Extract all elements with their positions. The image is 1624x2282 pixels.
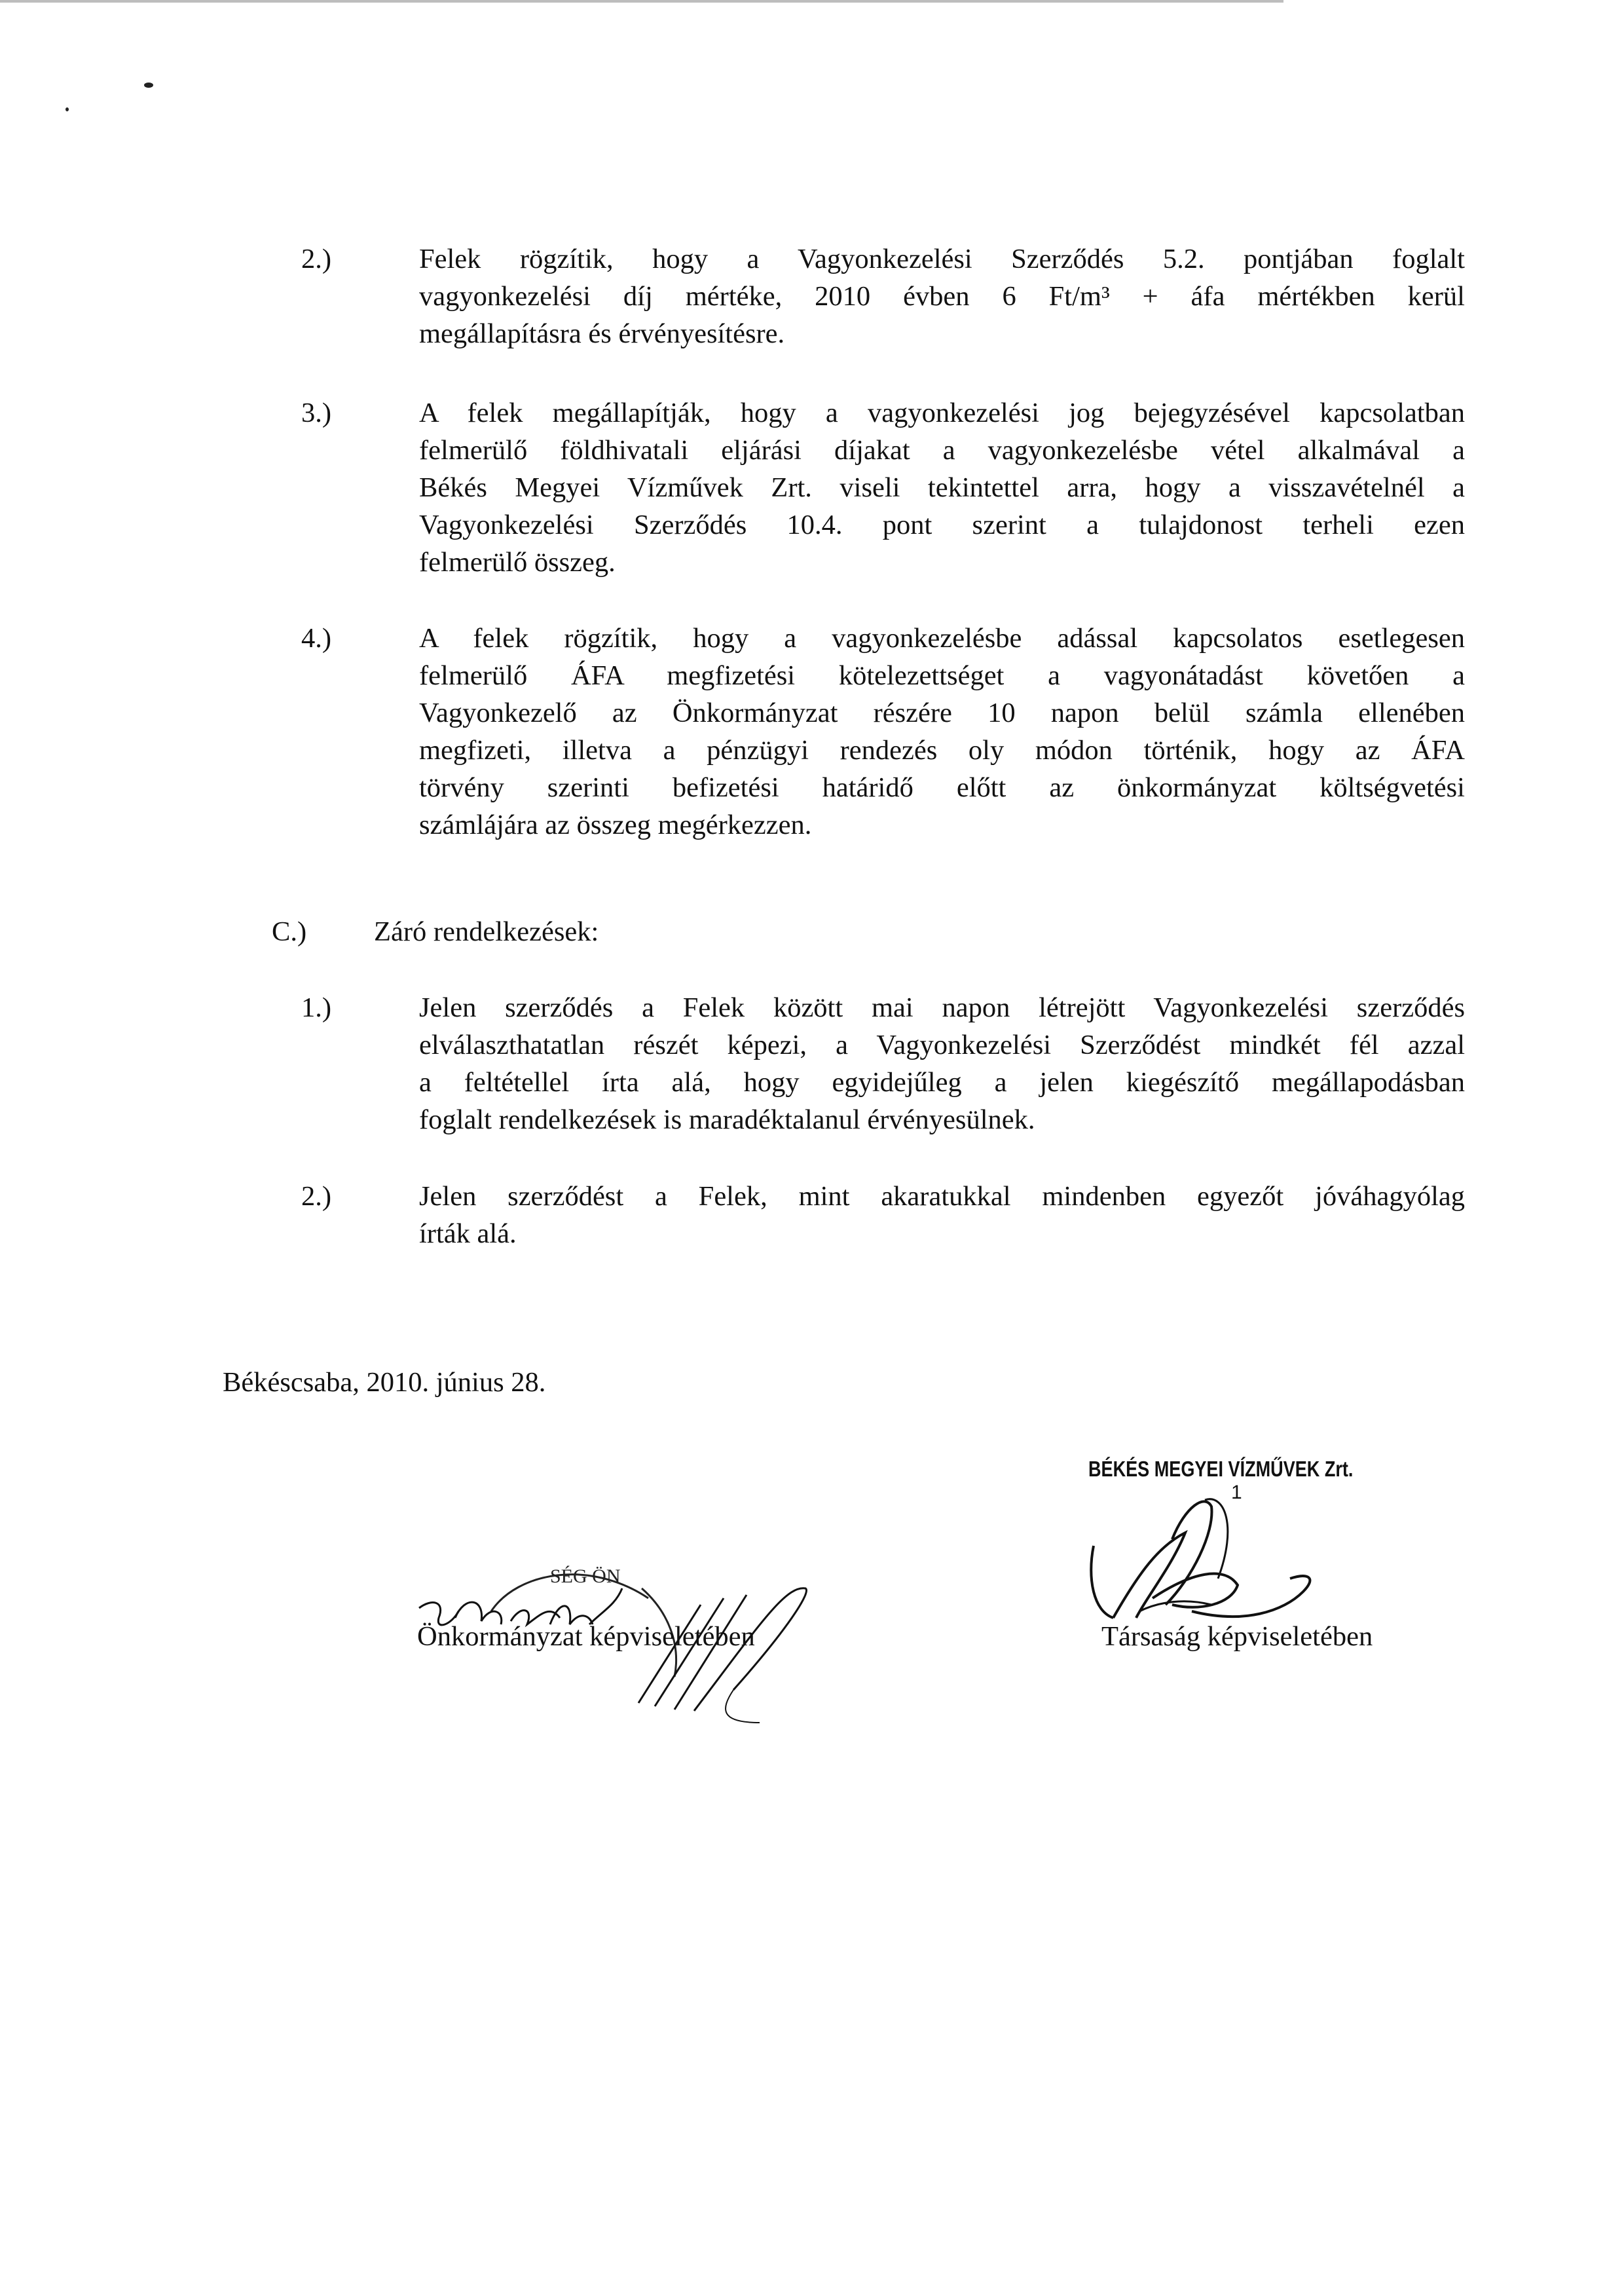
- clause-number: 2.): [301, 1181, 332, 1212]
- left-signature-label: Önkormányzat képviseletében: [417, 1621, 755, 1652]
- scan-top-edge: [0, 0, 1283, 3]
- clause-line: felmerülő földhivatali eljárási díjakat a vagyonkezelésbe vétel alkalmával a: [419, 435, 1465, 466]
- clause-number: 3.): [301, 398, 332, 428]
- clause-number: 1.): [301, 992, 332, 1023]
- clause-number: 2.): [301, 244, 332, 274]
- clause-line: vagyonkezelési díj mértéke, 2010 évben 6 Ft/m³ + áfa mértékben kerül: [419, 281, 1465, 312]
- right-signature-label: Társaság képviseletében: [1101, 1621, 1373, 1652]
- company-stamp-text: BÉKÉS MEGYEI VÍZMŰVEK Zrt.: [1088, 1457, 1354, 1481]
- clause-line: elválaszthatatlan részét képezi, a Vagyonkezelési Szerződést mindkét fél azzal: [419, 1030, 1465, 1060]
- clause-line: felmerülő összeg.: [419, 547, 616, 578]
- clause-line: írták alá.: [419, 1218, 517, 1249]
- clause-line: megfizeti, illetva a pénzügyi rendezés oly módon történik, hogy az ÁFA: [419, 735, 1465, 766]
- clause-line: felmerülő ÁFA megfizetési kötelezettséget a vagyonátadást követően a: [419, 660, 1465, 691]
- clause-line: Békés Megyei Vízművek Zrt. viseli tekintettel arra, hogy a visszavételnél a: [419, 472, 1465, 503]
- scan-speck: [65, 107, 69, 111]
- section-title: Záró rendelkezések:: [374, 916, 599, 947]
- section-letter: C.): [272, 916, 307, 947]
- clause-line: megállapításra és érvényesítésre.: [419, 318, 785, 349]
- clause-line: Jelen szerződést a Felek, mint akaratukkal mindenben egyezőt jóváhagyólag: [419, 1181, 1465, 1212]
- place-and-date: Békéscsaba, 2010. június 28.: [223, 1367, 546, 1398]
- clause-line: Jelen szerződés a Felek között mai napon létrejött Vagyonkezelési szerződés: [419, 992, 1465, 1023]
- svg-text:SÉG ÖN: SÉG ÖN: [550, 1565, 621, 1587]
- clause-line: Vagyonkezelő az Önkormányzat részére 10 napon belül számla ellenében: [419, 698, 1465, 728]
- clause-line: A felek megállapítják, hogy a vagyonkezelési jog bejegyzésével kapcsolatban: [419, 398, 1465, 428]
- scan-speck: [144, 83, 153, 88]
- clause-line: Felek rögzítik, hogy a Vagyonkezelési Szerződés 5.2. pontjában foglalt: [419, 244, 1465, 274]
- clause-number: 4.): [301, 623, 332, 654]
- clause-line: A felek rögzítik, hogy a vagyonkezelésbe adással kapcsolatos esetlegesen: [419, 623, 1465, 654]
- clause-line: törvény szerinti befizetési határidő előtt az önkormányzat költségvetési: [419, 772, 1465, 803]
- clause-line: a feltétellel írta alá, hogy egyidejűleg a jelen kiegészítő megállapodásban: [419, 1067, 1465, 1098]
- clause-line: foglalt rendelkezések is maradéktalanul érvényesülnek.: [419, 1104, 1035, 1135]
- clause-line: számlájára az összeg megérkezzen.: [419, 810, 812, 840]
- stamp-number: 1: [1231, 1482, 1242, 1503]
- clause-line: Vagyonkezelési Szerződés 10.4. pont szerint a tulajdonost terheli ezen: [419, 510, 1465, 540]
